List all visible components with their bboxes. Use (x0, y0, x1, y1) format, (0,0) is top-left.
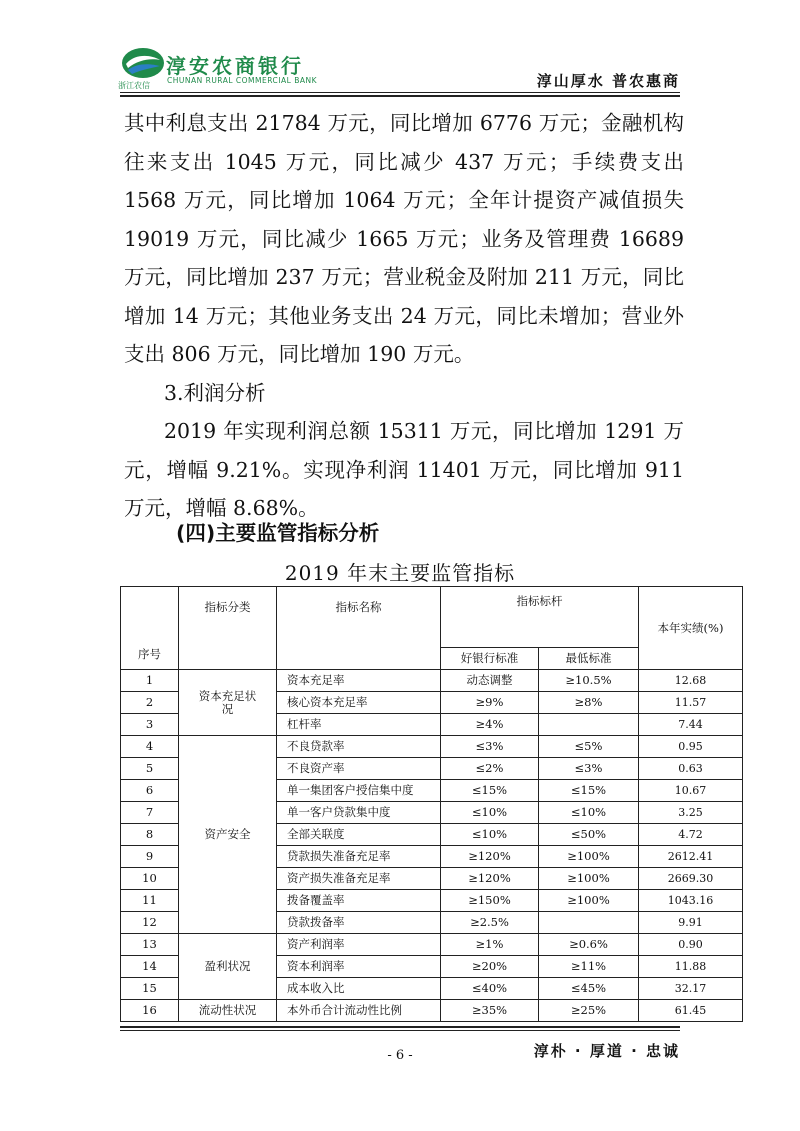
cell-min-standard: ≤45% (539, 978, 639, 1000)
regulatory-indicators-table (120, 586, 743, 1022)
cell-good-bank-standard: ≤10% (441, 802, 539, 824)
table-title: 2019 年末主要监管指标 (284, 561, 516, 585)
cell-good-bank-standard: ≤40% (441, 978, 539, 1000)
cell-actual-value: 0.95 (639, 736, 743, 758)
table-row (121, 736, 743, 758)
cell-good-bank-standard: ≤3% (441, 736, 539, 758)
cell-actual-value: 9.91 (639, 912, 743, 934)
cell-seq: 13 (121, 934, 179, 956)
cell-min-standard: ≥11% (539, 956, 639, 978)
cell-actual-value: 1043.16 (639, 890, 743, 912)
cell-good-bank-standard: ≥2.5% (441, 912, 539, 934)
subheading-profit-analysis: 3.利润分析 (164, 380, 266, 405)
cell-indicator-name: 资本利润率 (277, 956, 441, 978)
cell-category: 资本充足状况 (179, 670, 277, 736)
logo-subtitle: 浙江农信 (118, 81, 150, 90)
table-row (121, 1000, 743, 1022)
bank-name: 淳安农商银行 (166, 54, 304, 78)
cell-actual-value: 61.45 (639, 1000, 743, 1022)
table-row (121, 934, 743, 956)
cell-good-bank-standard: ≤15% (441, 780, 539, 802)
cell-good-bank-standard: ≥35% (441, 1000, 539, 1022)
footer-slogan: 淳朴 · 厚道 · 忠诚 (533, 1042, 680, 1060)
cell-indicator-name: 本外币合计流动性比例 (277, 1000, 441, 1022)
cell-category: 盈利状况 (179, 934, 277, 1000)
cell-indicator-name: 成本收入比 (277, 978, 441, 1000)
header-slogan: 淳山厚水 普农惠商 (536, 72, 680, 90)
cell-min-standard: ≥25% (539, 1000, 639, 1022)
cell-indicator-name: 不良贷款率 (277, 736, 441, 758)
cell-min-standard (539, 912, 639, 934)
cell-seq: 8 (121, 824, 179, 846)
cell-good-bank-standard: ≤10% (441, 824, 539, 846)
cell-seq: 5 (121, 758, 179, 780)
cell-actual-value: 11.88 (639, 956, 743, 978)
cell-category: 资产安全 (179, 736, 277, 934)
table-row (121, 670, 743, 692)
header-benchmark: 指标标杆 (441, 587, 639, 648)
cell-category: 流动性状况 (179, 1000, 277, 1022)
header-seq: 序号 (121, 587, 179, 670)
cell-good-bank-standard: ≥4% (441, 714, 539, 736)
cell-indicator-name: 资本充足率 (277, 670, 441, 692)
cell-min-standard: ≥0.6% (539, 934, 639, 956)
cell-seq: 16 (121, 1000, 179, 1022)
cell-seq: 10 (121, 868, 179, 890)
cell-good-bank-standard: ≥120% (441, 846, 539, 868)
cell-seq: 3 (121, 714, 179, 736)
section-heading: (四)主要监管指标分析 (176, 521, 380, 545)
cell-actual-value: 4.72 (639, 824, 743, 846)
cell-actual-value: 0.63 (639, 758, 743, 780)
cell-good-bank-standard: ≤2% (441, 758, 539, 780)
cell-good-bank-standard: ≥20% (441, 956, 539, 978)
cell-indicator-name: 资产损失准备充足率 (277, 868, 441, 890)
cell-seq: 2 (121, 692, 179, 714)
cell-actual-value: 10.67 (639, 780, 743, 802)
body-text (124, 104, 684, 528)
cell-indicator-name: 资产利润率 (277, 934, 441, 956)
paragraph-expenses: 其中利息支出 21784 万元，同比增加 6776 万元；金融机构往来支出 1045 万元，同比减少 437 万元；手续费支出 1568 万元，同比增加 1064 万元；全年计提资产减值损失 19019 万元，同比减少 1665 万元；业务及管理费 16689 万元，同比增加 237 万元；营业税金及附加 211 万元，同比增加 14 万元；其他业务支出 24 万元，同比未增加；营业外支出 806 万元，同比增加 190 万元。 (124, 111, 684, 366)
cell-indicator-name: 拨备覆盖率 (277, 890, 441, 912)
cell-seq: 7 (121, 802, 179, 824)
cell-actual-value: 0.90 (639, 934, 743, 956)
cell-min-standard: ≥100% (539, 846, 639, 868)
cell-good-bank-standard: ≥1% (441, 934, 539, 956)
cell-min-standard (539, 714, 639, 736)
cell-min-standard: ≥100% (539, 890, 639, 912)
cell-actual-value: 12.68 (639, 670, 743, 692)
cell-indicator-name: 贷款损失准备充足率 (277, 846, 441, 868)
cell-good-bank-standard: 动态调整 (441, 670, 539, 692)
cell-indicator-name: 核心资本充足率 (277, 692, 441, 714)
header-good-bank: 好银行标准 (441, 648, 539, 670)
cell-seq: 9 (121, 846, 179, 868)
cell-seq: 12 (121, 912, 179, 934)
bank-name-english: CHUNAN RURAL COMMERCIAL BANK (167, 76, 318, 85)
cell-good-bank-standard: ≥9% (441, 692, 539, 714)
cell-min-standard: ≥10.5% (539, 670, 639, 692)
header-category: 指标分类 (179, 587, 277, 670)
bank-logo-icon (120, 46, 166, 80)
header-min: 最低标准 (539, 648, 639, 670)
cell-seq: 1 (121, 670, 179, 692)
header-divider-thick (120, 95, 680, 97)
cell-actual-value: 3.25 (639, 802, 743, 824)
page-number: - 6 - (387, 1048, 413, 1063)
header-name: 指标名称 (277, 587, 441, 670)
cell-min-standard: ≥8% (539, 692, 639, 714)
footer-divider (120, 1030, 680, 1031)
cell-min-standard: ≤3% (539, 758, 639, 780)
cell-indicator-name: 单一集团客户授信集中度 (277, 780, 441, 802)
cell-good-bank-standard: ≥150% (441, 890, 539, 912)
table-body (121, 670, 743, 1022)
cell-min-standard: ≤15% (539, 780, 639, 802)
paragraph-profit: 2019 年实现利润总额 15311 万元，同比增加 1291 万元，增幅 9.21%。实现净利润 11401 万元，同比增加 911 万元，增幅 8.68%。 (124, 419, 684, 520)
cell-good-bank-standard: ≥120% (441, 868, 539, 890)
cell-actual-value: 2669.30 (639, 868, 743, 890)
header-divider (120, 92, 680, 93)
cell-indicator-name: 贷款拨备率 (277, 912, 441, 934)
cell-min-standard: ≤10% (539, 802, 639, 824)
cell-indicator-name: 单一客户贷款集中度 (277, 802, 441, 824)
cell-actual-value: 7.44 (639, 714, 743, 736)
cell-seq: 11 (121, 890, 179, 912)
cell-seq: 15 (121, 978, 179, 1000)
cell-actual-value: 2612.41 (639, 846, 743, 868)
cell-min-standard: ≥100% (539, 868, 639, 890)
cell-seq: 6 (121, 780, 179, 802)
cell-indicator-name: 全部关联度 (277, 824, 441, 846)
cell-min-standard: ≤5% (539, 736, 639, 758)
header-actual: 本年实绩(%) (639, 587, 743, 670)
cell-seq: 14 (121, 956, 179, 978)
footer-divider-thick (120, 1026, 680, 1028)
cell-actual-value: 11.57 (639, 692, 743, 714)
cell-indicator-name: 不良资产率 (277, 758, 441, 780)
cell-actual-value: 32.17 (639, 978, 743, 1000)
cell-seq: 4 (121, 736, 179, 758)
cell-min-standard: ≤50% (539, 824, 639, 846)
cell-indicator-name: 杠杆率 (277, 714, 441, 736)
